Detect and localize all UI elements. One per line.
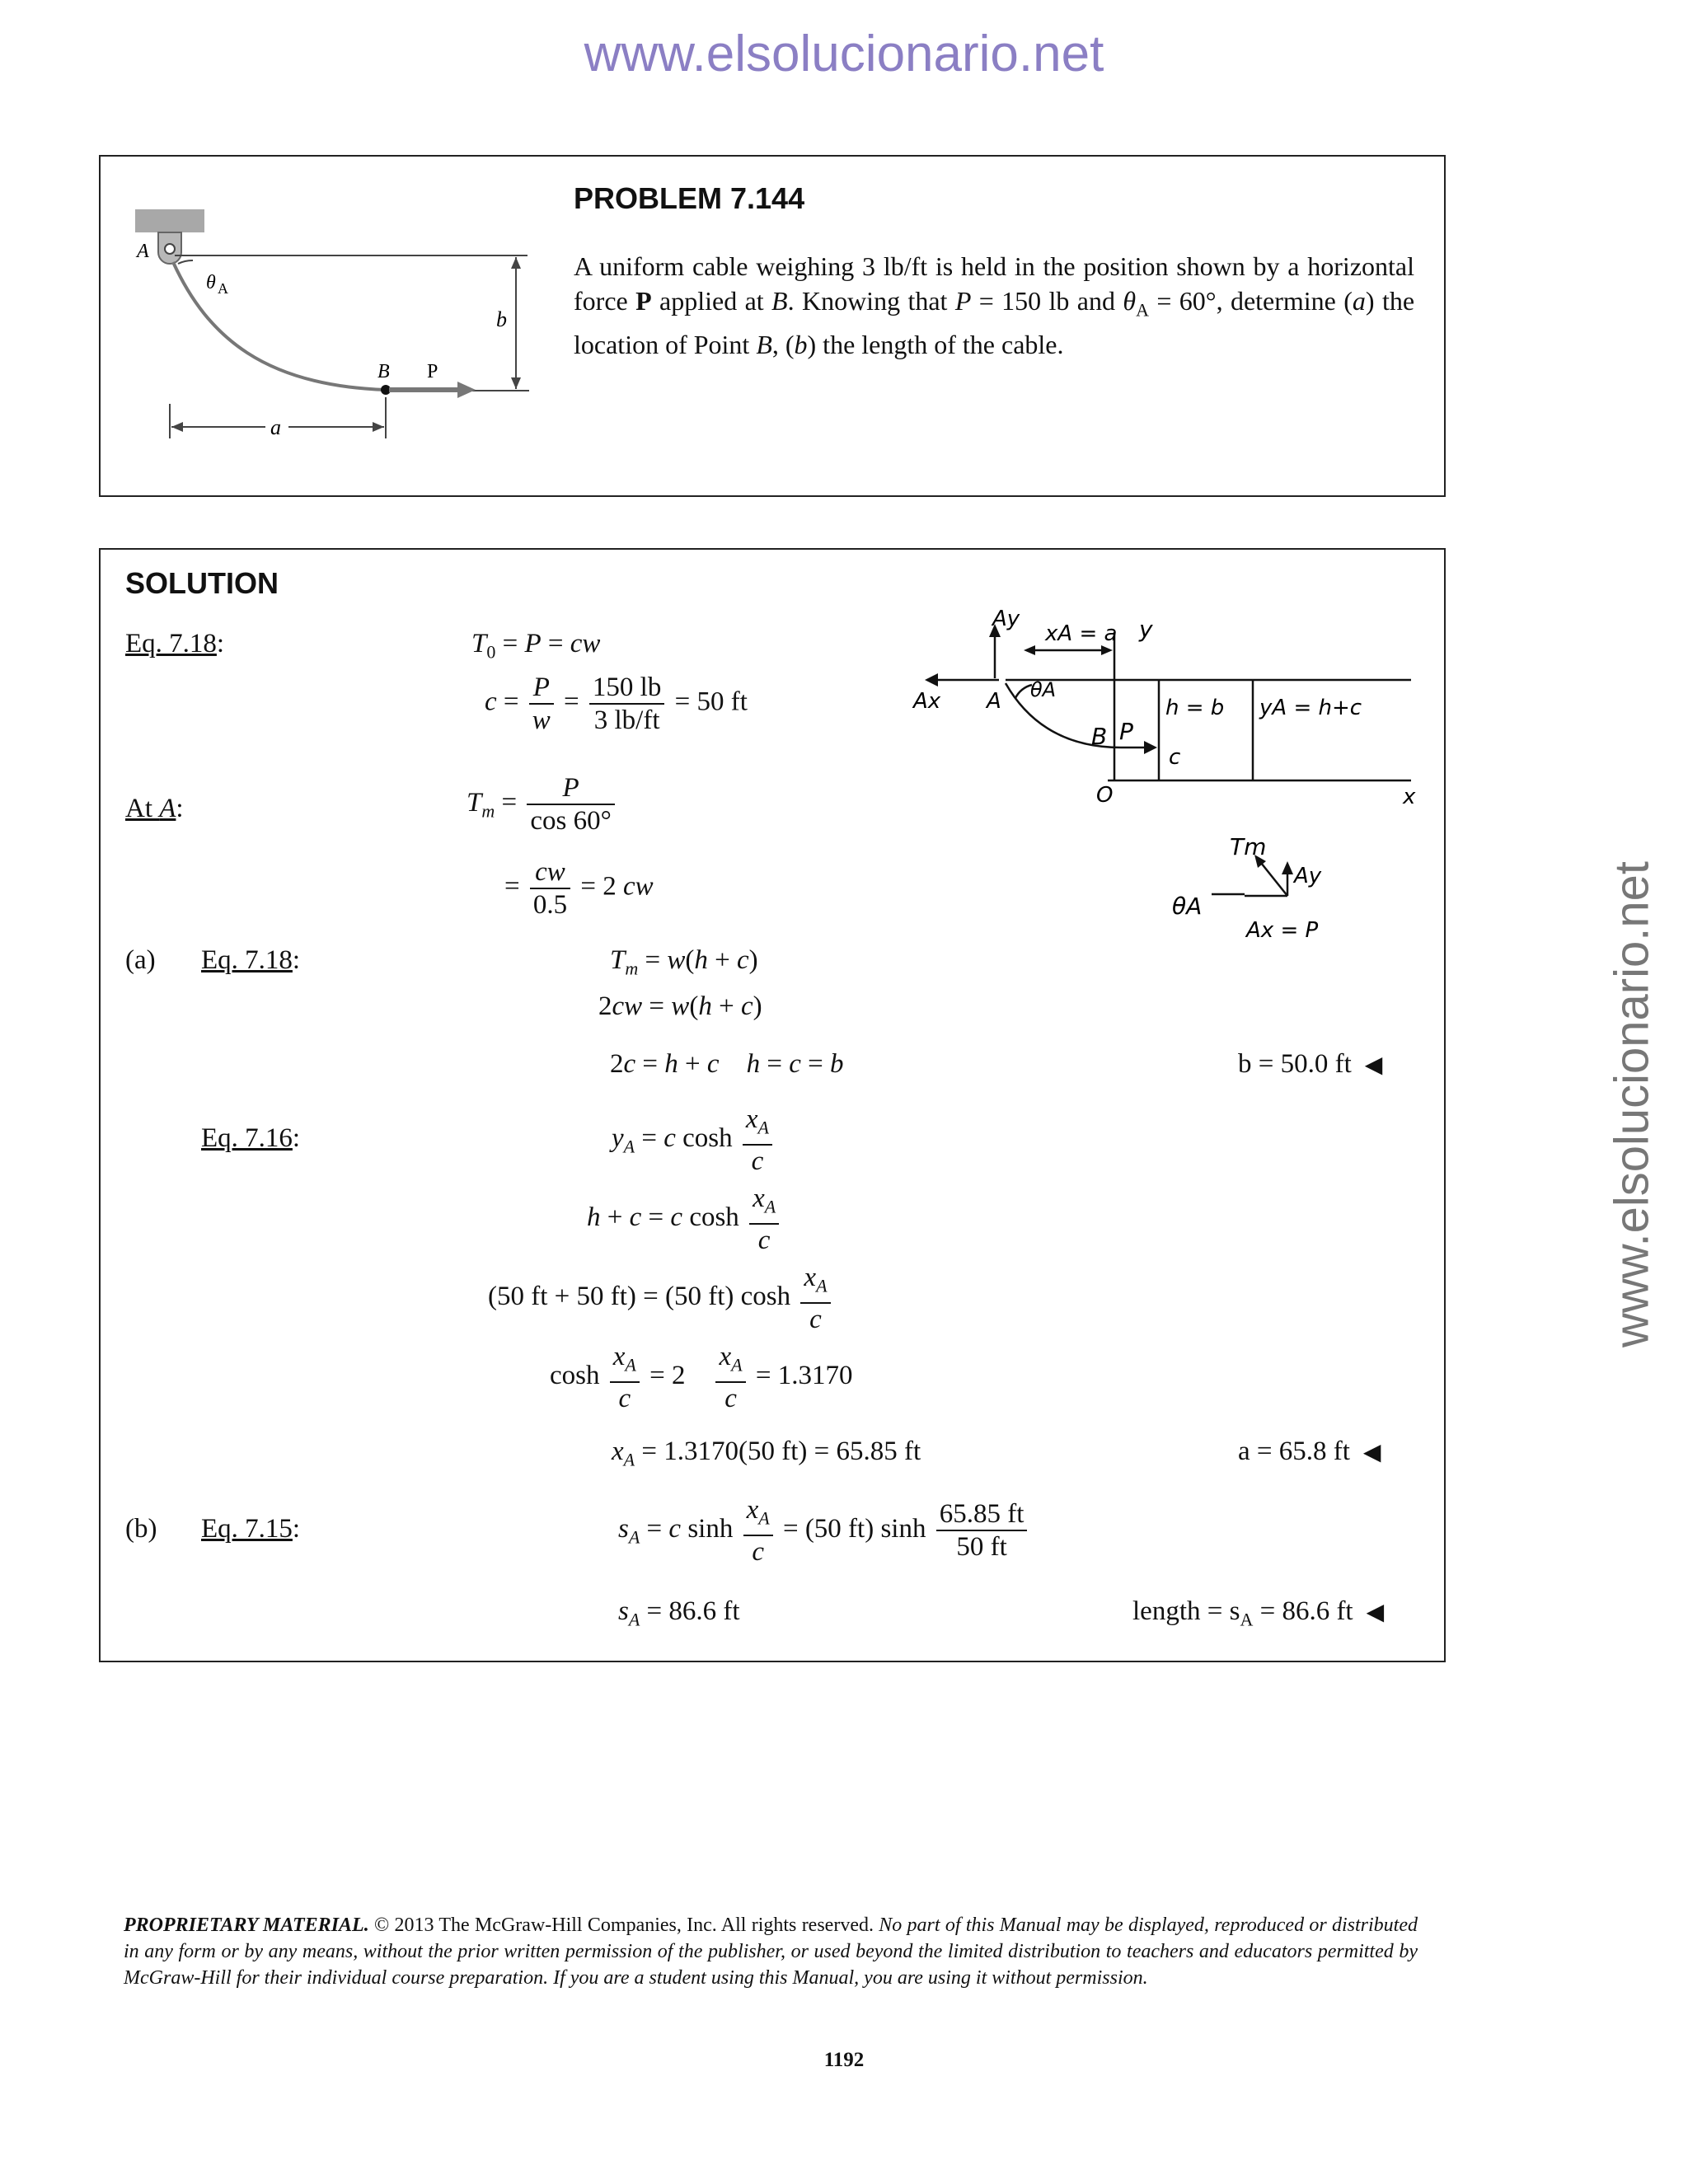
equation-numeric-cosh: (50 ft + 50 ft) = (50 ft) cosh $\frac{x_A}{c}$	[488, 1262, 834, 1335]
figure-label-p: P	[427, 361, 438, 382]
svg-text:P: P	[1119, 718, 1133, 745]
statement-segment: applied at	[651, 286, 772, 316]
figure-label-theta: θ	[206, 272, 216, 293]
statement-segment: = 60°, determine (	[1148, 286, 1353, 316]
cable-curve	[173, 262, 386, 390]
statement-segment: B	[756, 330, 772, 360]
svg-text:Ax = P: Ax = P	[1246, 918, 1319, 943]
solution-sketch	[900, 583, 1428, 962]
svg-text:Ay: Ay	[992, 607, 1020, 631]
equation-h-c-b: 2c = h + c h = c = b	[610, 1049, 844, 1079]
equation-tm-w: $T_m = w(h + c)$	[610, 945, 758, 979]
problem-statement	[574, 249, 1414, 362]
statement-segment: P	[954, 286, 972, 316]
svg-text:y: y	[1139, 616, 1153, 643]
svg-text:xA = a: xA = a	[1045, 621, 1118, 646]
svg-text:B: B	[1091, 723, 1108, 750]
svg-text:θA: θA	[1030, 678, 1057, 701]
part-b-label: (b)	[125, 1514, 157, 1544]
equation-2cw: 2cw = w(h + c)	[598, 991, 762, 1021]
figure-label-b: b	[496, 307, 507, 331]
problem-figure	[125, 206, 570, 445]
equation-t0: $T_0 = P$ = cw	[471, 629, 601, 663]
statement-segment: b	[794, 330, 808, 360]
svg-text:A: A	[987, 689, 1001, 714]
solution-title: SOLUTION	[125, 566, 279, 600]
answer-a: a = 65.8 ft ◀	[1238, 1436, 1381, 1466]
pin	[165, 244, 175, 254]
figure-label-b-point: B	[377, 361, 390, 382]
statement-segment: P	[635, 286, 652, 316]
problem-box	[99, 155, 1446, 497]
equation-tm-cos: $T_m$ = $\frac{P}{\cos 60^\circ}$	[467, 772, 618, 837]
svg-text:c: c	[1169, 745, 1181, 770]
svg-text:h = b: h = b	[1165, 696, 1225, 720]
equation-sa-value: $s_A = 86.6$ ft	[618, 1596, 740, 1630]
statement-segment: A	[1136, 299, 1149, 321]
footer-copyright: PROPRIETARY MATERIAL. © 2013 The McGraw-Hill Companies, Inc. All rights reserved. No part of this Manual may be displayed, reproduced or distributed in any form or by any means, without the prior written permission of the publisher, or used beyond the limited distribution to teachers and educators permitted by McGraw-Hill for their individual course preparation. If you are a student using this Manual, you are using it without permission.	[124, 1915, 1418, 1989]
figure-label-a: a	[270, 415, 281, 439]
svg-text:A: A	[218, 280, 228, 297]
solution-box	[99, 548, 1446, 1662]
eq-reference-7-18: Eq. 7.18:	[125, 629, 225, 658]
svg-text:Ax: Ax	[913, 689, 941, 714]
svg-text:x: x	[1403, 785, 1416, 809]
svg-text:Tm: Tm	[1230, 833, 1267, 860]
statement-segment: ) the location of Point	[574, 286, 1415, 360]
equation-ya: $y_A = c$ cosh $\frac{x_A}{c}$	[612, 1104, 776, 1177]
statement-segment: a	[1352, 286, 1366, 316]
equation-c: c = $\frac{P}{w}$ = $\frac{150 lb}{3 lb/ft}$ = 50 ft	[485, 673, 748, 735]
svg-text:yA = h+c: yA = h+c	[1259, 696, 1362, 720]
equation-sa: $s_A = c$ sinh $\frac{x_A}{c}$ = (50 ft) sinh $\frac{65.85 ft}{50 ft}$	[618, 1494, 1030, 1568]
statement-segment: B	[771, 286, 788, 316]
svg-text:θA: θA	[1172, 893, 1203, 920]
at-a-label: At A:	[125, 794, 184, 823]
statement-segment: . Knowing that	[787, 286, 955, 316]
answer-length: length = $s_A = 86.6$ ft ◀	[1132, 1596, 1385, 1630]
eq-reference-7-16: Eq. 7.16:	[201, 1123, 301, 1153]
figure-label-a-point: A	[137, 241, 149, 262]
statement-segment: ) the length of the cable.	[807, 330, 1064, 360]
watermark-url[interactable]: www.elsolucionario.net	[584, 26, 1104, 82]
equation-cosh-2: cosh $\frac{x_A}{c}$ = 2 $\frac{x_A}{c}$ = 1.3170	[550, 1342, 853, 1413]
equation-h-plus-c: h + c = c cosh $\frac{x_A}{c}$	[587, 1183, 782, 1256]
statement-segment: θ	[1123, 286, 1137, 316]
equation-tm-2cw: = $\frac{cw}{0.5}$ = 2 cw	[504, 857, 654, 920]
part-a-label: (a)	[125, 945, 156, 975]
answer-b: b = 50.0 ft ◀	[1238, 1049, 1383, 1079]
ceiling-support	[135, 209, 204, 232]
svg-text:O: O	[1096, 783, 1114, 808]
page-number: 1192	[823, 2049, 865, 2071]
statement-segment: A uniform cable weighing 3 lb/ft is held in the position shown by a horizontal force	[574, 251, 1414, 316]
eq-reference-7-15: Eq. 7.15:	[201, 1514, 301, 1544]
eq-reference-7-18-a: Eq. 7.18:	[201, 945, 301, 975]
side-watermark-url[interactable]: www.elsolucionario.net	[1605, 861, 1659, 1347]
equation-xa: $x_A = 1.3170(50$ ft) = 65.85 ft	[612, 1436, 921, 1470]
statement-segment: , (	[771, 330, 795, 360]
problem-title: PROBLEM 7.144	[574, 181, 805, 215]
svg-text:Ay: Ay	[1294, 864, 1322, 888]
statement-segment: = 150 lb and	[971, 286, 1123, 316]
